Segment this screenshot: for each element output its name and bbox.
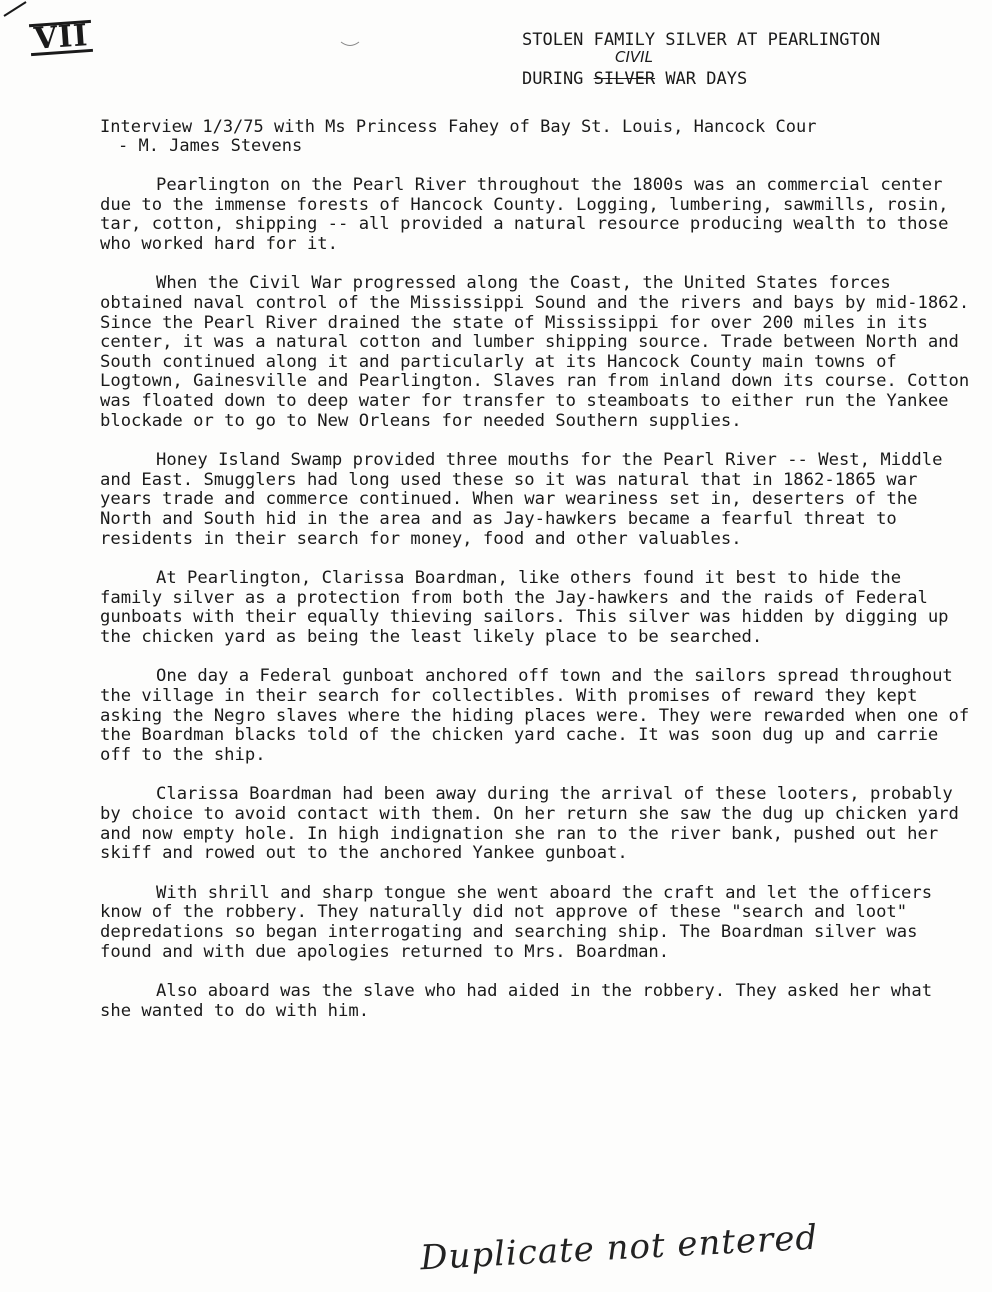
- paragraph: Also aboard was the slave who had aided in the robbery. They asked her what she wanted to do with him.: [100, 981, 933, 1021]
- paragraph: At Pearlington, Clarissa Boardman, like others found it best to hide the family silver as a protection from both the Jay-hawkers and the raids of Federal gunboats with their equally thieving sailors. This silver was hidden by digging up the chicken yard as being the least likely place to be searched.: [100, 568, 949, 647]
- section-number: VII: [29, 20, 93, 56]
- article-body: [100, 176, 970, 1041]
- interview-line-2: - M. James Stevens: [118, 136, 303, 156]
- paragraph: One day a Federal gunboat anchored off town and the sailors spread throughout the village in their search for collectibles. With promises of reward they kept asking the Negro slaves where the hiding places were. They were rewarded when one of the Boardman blacks told of the chicken yard cache. It was soon dug up and carrie off to the ship.: [100, 666, 970, 765]
- handwritten-note: Duplicate not entered: [419, 1217, 820, 1279]
- interview-line-1: Interview 1/3/75 with Ms Princess Fahey of Bay St. Louis, Hancock Cour: [100, 117, 817, 137]
- paragraph: With shrill and sharp tongue she went aboard the craft and let the officers know of the robbery. They naturally did not approve of these "search and loot" depredations so began interrogating and searching ship. The Boardman silver was found and with due apologies returned to Mrs. Boardman.: [100, 882, 933, 962]
- title-line-2-after: WAR DAYS: [655, 69, 748, 89]
- stray-mark: [340, 40, 360, 48]
- paragraph: Clarissa Boardman had been away during the arrival of these looters, probably by choice to avoid contact with them. On her return she saw the dug up chicken yard and now empty hole. In high indignation she ran to the river bank, pushed out her skiff and rowed out to the anchored Yankee gunboat.: [100, 784, 959, 864]
- paragraph: When the Civil War progressed along the Coast, the United States forces obtained naval control of the Mississippi Sound and the rivers and bays by mid-1862. Since the Pearl River drained the state of Mississippi for over 200 miles in its center, it was a natural cotton and lumber shipping source. Trade between North and South continued along it and particularly at its Hancock County main towns of Logtown, Gainesville and Pearlington. Slaves ran from inland down its course. Cotton was floated down to deep water for transfer to steamboats to either run the Yankee blockade or to go to New Orleans for needed Southern supplies.: [100, 273, 970, 431]
- paragraph: Pearlington on the Pearl River throughout the 1800s was an commercial center due to the immense forests of Hancock County. Logging, lumbering, sawmills, rosin, tar, cotton, shipping -- all provided a natural resource producing wealth to those who worked hard for it.: [100, 175, 949, 254]
- paragraph: Honey Island Swamp provided three mouths for the Pearl River -- West, Middle and East. Smugglers had long used these so it was natural that in 1862-1865 war years trade and commerce continued. When war weariness set in, deserters of the North and South hid in the area and as Jay-hawkers became a fearful threat to residents in their search for money, food and other valuables.: [100, 450, 943, 549]
- pen-stroke-mark: [2, 0, 28, 18]
- title-struck-word: SILVER: [593, 69, 656, 89]
- document-title: [522, 30, 982, 90]
- title-line-1: STOLEN FAMILY SILVER AT PEARLINGTON: [522, 30, 881, 50]
- title-handwritten-insert: CIVIL: [615, 48, 653, 66]
- title-line-2-before: DURING: [522, 69, 594, 89]
- interview-credit: [100, 118, 980, 156]
- title-line-2: [522, 69, 982, 90]
